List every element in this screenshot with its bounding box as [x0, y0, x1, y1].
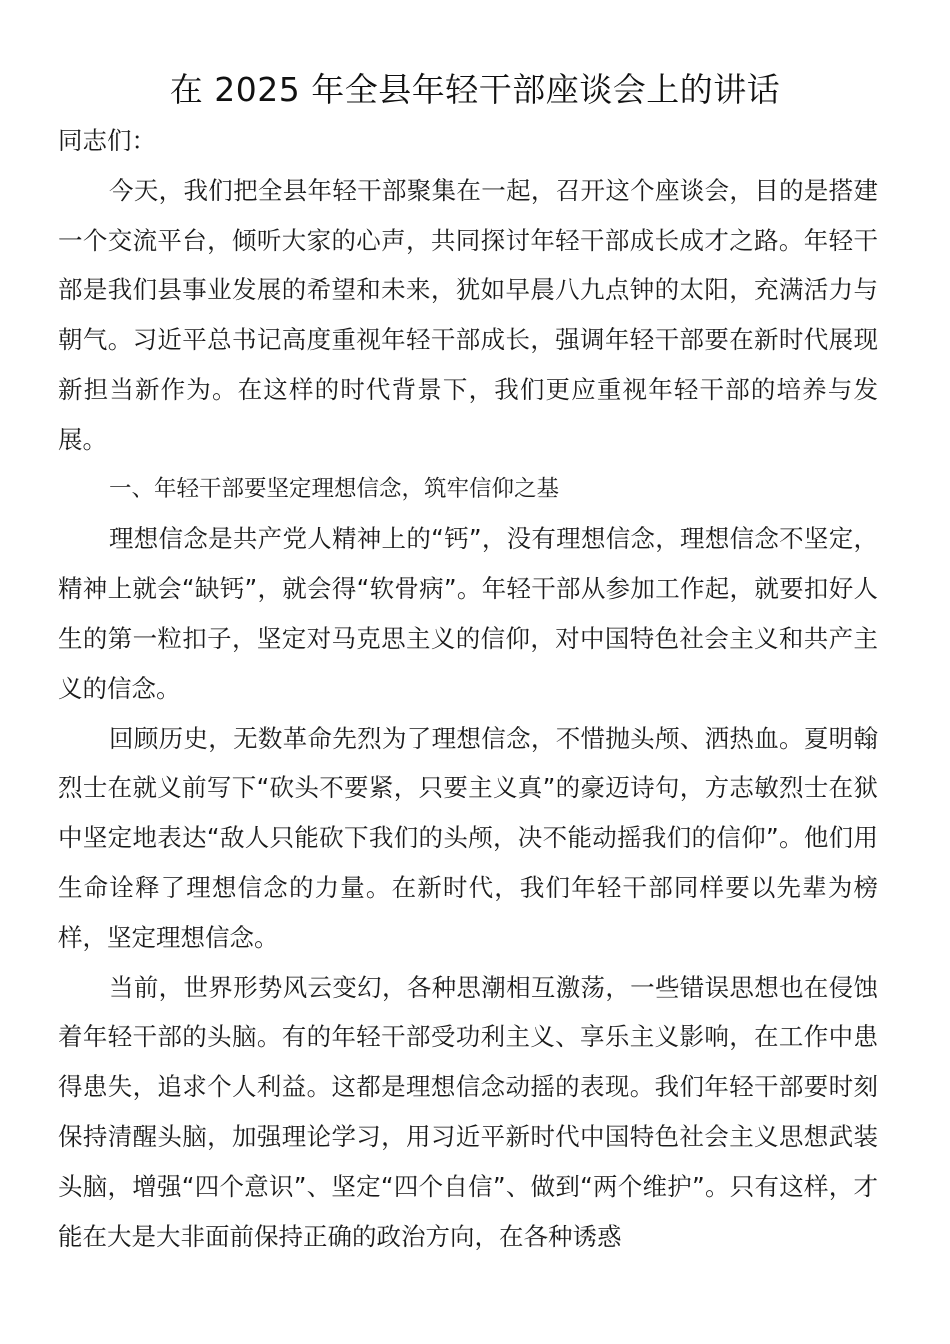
salutation: 同志们：: [58, 126, 156, 155]
paragraph-ideals: 理想信念是共产党人精神上的“钙”，没有理想信念，理想信念不坚定，精神上就会“缺钙”，就会得“软骨病”。年轻干部从参加工作起，就要扣好人生的第一粒扣子，坚定对马克思主义的信仰，对中国特色社会主义和共产主义的信念。: [58, 524, 878, 703]
paragraph-intro: 今天，我们把全县年轻干部聚集在一起，召开这个座谈会，目的是搭建一个交流平台，倾听大家的心声，共同探讨年轻干部成长成才之路。年轻干部是我们县事业发展的希望和未来，犹如早晨八九点钟的太阳，充满活力与朝气。习近平总书记高度重视年轻干部成长，强调年轻干部要在新时代展现新担当新作为。在这样的时代背景下，我们更应重视年轻干部的培养与发展。: [58, 175, 878, 454]
document-title: 在 2025 年全县年轻干部座谈会上的讲话: [169, 70, 781, 109]
paragraph-history: 回顾历史，无数革命先烈为了理想信念，不惜抛头颅、洒热血。夏明翰烈士在就义前写下“砍头不要紧，只要主义真”的豪迈诗句，方志敏烈士在狱中坚定地表达“敌人只能砍下我们的头颅，决不能动摇我们的信仰”。他们用生命诠释了理想信念的力量。在新时代，我们年轻干部同样要以先辈为榜样，坚定理想信念。: [58, 723, 878, 952]
paragraph-current: 当前，世界形势风云变幻，各种思潮相互激荡，一些错误思想也在侵蚀着年轻干部的头脑。有的年轻干部受功利主义、享乐主义影响，在工作中患得患失，追求个人利益。这都是理想信念动摇的表现。我们年轻干部要时刻保持清醒头脑，加强理论学习，用习近平新时代中国特色社会主义思想武装头脑，增强“四个意识”、坚定“四个自信”、做到“两个维护”。只有这样，才能在大是大非面前保持正确的政治方向，在各种诱惑: [58, 972, 878, 1251]
section-heading-1: 一、年轻干部要坚定理想信念，筑牢信仰之基: [109, 475, 560, 502]
document-body: [58, 116, 878, 1261]
